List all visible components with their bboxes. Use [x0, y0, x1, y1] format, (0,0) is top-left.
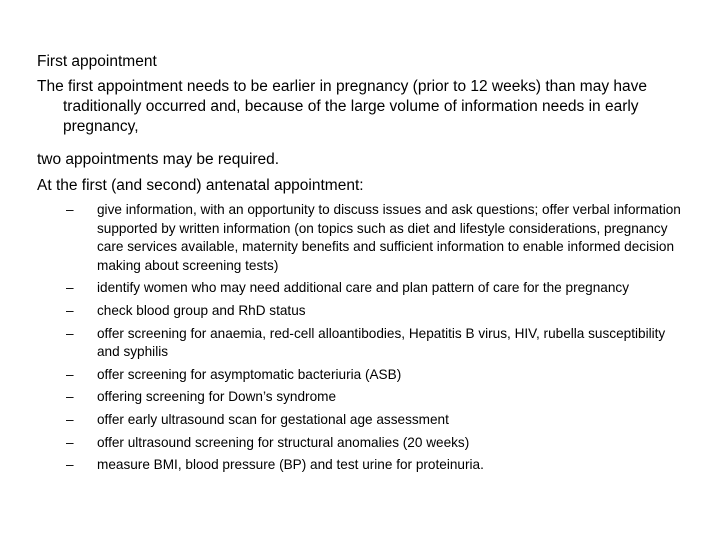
list-item-text: offer ultrasound screening for structural anomalies (20 weeks): [97, 434, 470, 450]
intro-paragraph: The first appointment needs to be earlier in pregnancy (prior to 12 weeks) than may have traditionally occurred and, because of the large volume of information needs in early pregnancy,: [37, 78, 647, 135]
dash-icon: –: [66, 457, 74, 473]
dash-icon: –: [66, 280, 74, 296]
dash-icon: –: [66, 202, 74, 217]
list-item-text: measure BMI, blood pressure (BP) and test urine for proteinuria.: [97, 457, 484, 473]
list-item: [66, 388, 686, 407]
list-item-text: offer screening for anaemia, red-cell alloantibodies, Hepatitis B virus, HIV, rubella susceptibility and syphilis: [97, 325, 666, 360]
list-item: [66, 302, 686, 321]
dash-icon: –: [66, 434, 74, 450]
list-item: [66, 325, 686, 362]
slide-title: First appointment: [37, 53, 157, 70]
list-item: [66, 279, 686, 298]
list-item-text: offering screening for Down’s syndrome: [97, 389, 337, 405]
dash-icon: –: [66, 366, 74, 382]
list-item-text: identify women who may need additional care and plan pattern of care for the pregnancy: [97, 280, 629, 296]
bullet-list: [66, 201, 686, 479]
list-item: [66, 434, 686, 453]
list-item-text: check blood group and RhD status: [97, 302, 306, 318]
list-item-text: give information, with an opportunity to discuss issues and ask questions; offer verbal information supported by written information (on topics such as diet and lifestyle considerations, pregnancy care services available, maternity benefits and sufficient information to enable informed decision making about screening tests): [97, 202, 681, 273]
dash-icon: –: [66, 389, 74, 405]
antenatal-heading: At the first (and second) antenatal appointment:: [37, 177, 364, 194]
list-item: [66, 366, 686, 385]
dash-icon: –: [66, 302, 74, 318]
list-item-text: offer screening for asymptomatic bacteriuria (ASB): [97, 366, 402, 382]
list-item-text: offer early ultrasound scan for gestational age assessment: [97, 411, 449, 427]
appointments-paragraph: two appointments may be required.: [37, 151, 280, 168]
dash-icon: –: [66, 411, 74, 427]
list-item: [66, 201, 686, 275]
list-item: [66, 411, 686, 430]
list-item: [66, 456, 686, 475]
dash-icon: –: [66, 325, 74, 341]
